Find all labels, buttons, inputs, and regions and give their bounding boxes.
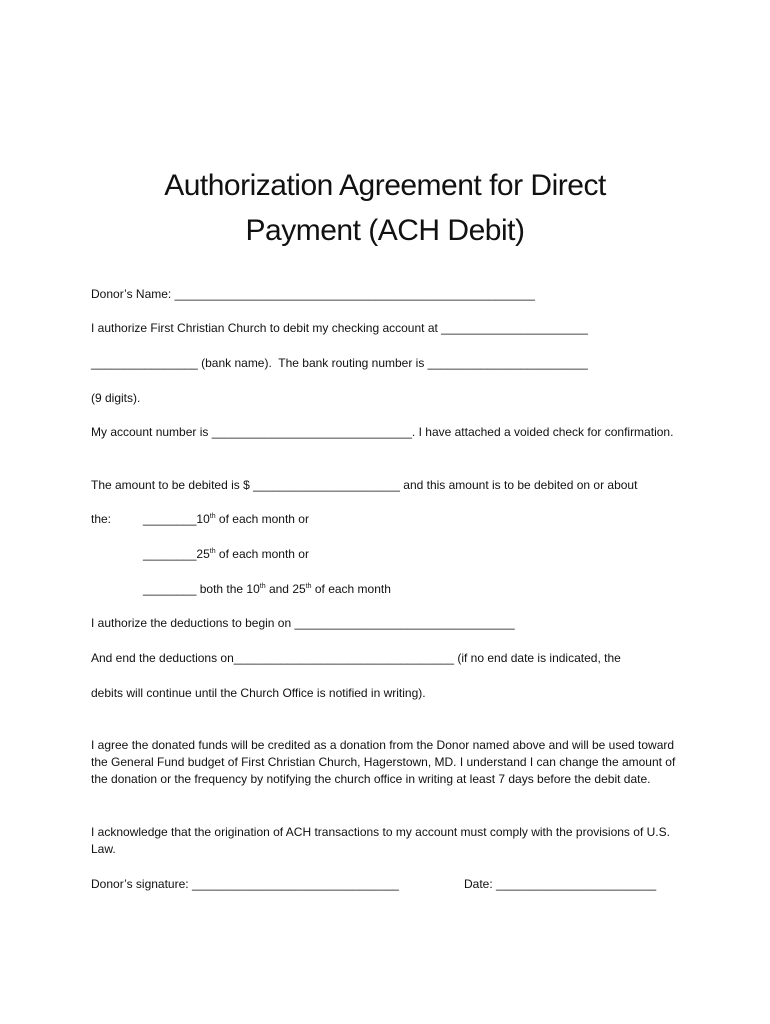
option-10th-blank: ________10: [143, 512, 210, 526]
bank-routing-line[interactable]: ________________ (bank name). The bank routing number is ________________________: [91, 356, 588, 370]
option-both-mid: and 25: [265, 582, 306, 596]
nine-digits-text: (9 digits).: [91, 391, 141, 405]
option-both-text: of each month: [311, 582, 391, 596]
donor-name-field[interactable]: Donor’s Name: ______________________________________________________: [91, 287, 535, 301]
schedule-option-both[interactable]: [143, 581, 391, 598]
option-10th-text: of each month or: [215, 512, 309, 526]
date-field[interactable]: Date: ________________________: [464, 877, 657, 891]
option-10th-suffix: th: [209, 513, 216, 520]
option-25th-suffix: th: [209, 548, 216, 555]
document-title-line-2: Payment (ACH Debit): [245, 214, 525, 247]
account-number-field[interactable]: My account number is ______________________________. I have attached a voided check for confirmation.: [91, 425, 674, 439]
option-25th-blank: ________25: [143, 547, 210, 561]
document-title-line-1: Authorization Agreement for Direct: [164, 169, 606, 202]
acknowledgement-paragraph: I acknowledge that the origination of ACH transactions to my account must comply with the provisions of U.S. Law.: [91, 825, 670, 856]
option-both-suffix-10: th: [259, 583, 266, 590]
schedule-label: the:: [91, 512, 112, 526]
agreement-paragraph: I agree the donated funds will be credited as a donation from the Donor named above and will be used toward the General Fund budget of First Christian Church, Hagerstown, MD. I understand I can change the amount of the donation or the frequency by notifying the church office in writing at least 7 days before the debit date.: [91, 738, 676, 786]
donor-signature-field[interactable]: Donor’s signature: _______________________________: [91, 877, 399, 891]
option-both-suffix-25: th: [305, 583, 312, 590]
authorize-bank-line[interactable]: I authorize First Christian Church to debit my checking account at ______________________: [91, 321, 588, 335]
option-both-blank: ________ both the 10: [143, 582, 260, 596]
end-date-note: debits will continue until the Church Office is notified in writing).: [91, 686, 426, 700]
end-date-field[interactable]: And end the deductions on_________________________________ (if no end date is indicated, the: [91, 651, 621, 665]
option-25th-text: of each month or: [215, 547, 309, 561]
debit-amount-line[interactable]: The amount to be debited is $ ______________________ and this amount is to be debited on or about: [91, 478, 638, 492]
begin-date-field[interactable]: I authorize the deductions to begin on _________________________________: [91, 616, 515, 630]
schedule-option-10th[interactable]: [143, 511, 309, 528]
schedule-option-25th[interactable]: [143, 546, 309, 563]
